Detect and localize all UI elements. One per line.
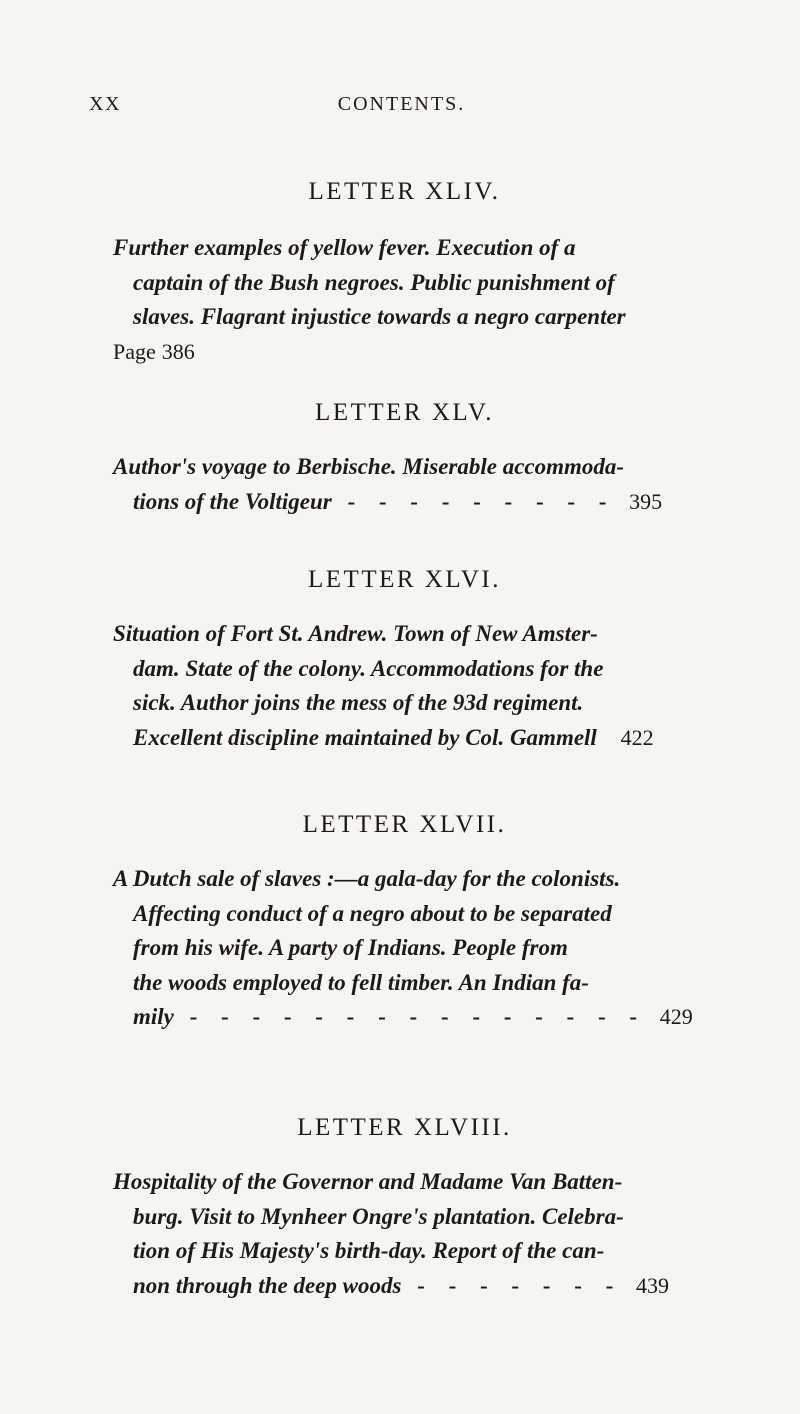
- letter-xlvii-entry: [113, 810, 693, 1035]
- summary-line: dam. State of the colony. Accommodations for the: [133, 655, 604, 681]
- letter-summary: [113, 617, 688, 755]
- page-number: 422: [620, 724, 654, 750]
- letter-heading: LETTER XLVIII.: [297, 1114, 512, 1141]
- summary-line: Further examples of yellow fever. Execution of a: [113, 235, 576, 260]
- summary-line: Author's voyage to Berbische. Miserable accommoda-: [113, 454, 625, 479]
- summary-line-with-leader: [113, 1000, 693, 1035]
- summary-line: Situation of Fort St. Andrew. Town of New Amster-: [113, 621, 598, 646]
- page-number: 439: [636, 1272, 670, 1298]
- summary-line-text: tions of the Voltigeur: [133, 488, 332, 514]
- letter-heading: LETTER XLIV.: [308, 178, 501, 205]
- dot-leader: - - - - - - - - - - - - - - -: [189, 1004, 647, 1029]
- running-head: [89, 93, 714, 123]
- letter-summary: [113, 862, 693, 1035]
- letter-summary: [113, 450, 688, 519]
- summary-line-with-leader: [113, 485, 688, 520]
- letter-summary: [113, 231, 688, 369]
- page-number: 386: [161, 338, 195, 364]
- page-number: 429: [659, 1004, 693, 1029]
- letter-xlviii-entry: [113, 1113, 688, 1303]
- summary-line: Affecting conduct of a negro about to be separated: [133, 900, 612, 926]
- letter-heading: LETTER XLV.: [315, 399, 494, 426]
- dot-leader: - - - - - - - - -: [347, 488, 616, 514]
- page-folio: XX: [89, 93, 121, 115]
- letter-xlvi-entry: [113, 565, 688, 755]
- summary-line: the woods employed to fell timber. An Indian fa-: [133, 969, 589, 995]
- summary-line: Hospitality of the Governor and Madame Van Batten-: [113, 1169, 623, 1194]
- letter-xlv-entry: [113, 398, 688, 519]
- summary-line: from his wife. A party of Indians. People from: [133, 935, 568, 960]
- page-label: Page: [113, 338, 156, 364]
- page-reference: [113, 335, 688, 370]
- summary-line-text: non through the deep woods: [133, 1272, 402, 1298]
- summary-line-with-leader: [113, 1269, 688, 1304]
- summary-line: slaves. Flagrant injustice towards a negro carpenter: [133, 304, 626, 329]
- summary-line: sick. Author joins the mess of the 93d regiment.: [133, 690, 584, 715]
- summary-line: burg. Visit to Mynheer Ongre's plantation. Celebra-: [133, 1203, 624, 1229]
- summary-line-with-page: [113, 721, 688, 756]
- letter-heading: LETTER XLVI.: [308, 566, 501, 593]
- summary-line: A Dutch sale of slaves :—a gala-day for the colonists.: [113, 866, 621, 891]
- page-number: 395: [629, 488, 663, 514]
- dot-leader: - - - - - - -: [417, 1272, 623, 1298]
- letter-heading: LETTER XLVII.: [302, 811, 507, 838]
- summary-line-text: Excellent discipline maintained by Col. Gammell: [133, 724, 597, 750]
- leader-space: [603, 725, 621, 750]
- summary-line: tion of His Majesty's birth-day. Report of the can-: [133, 1238, 605, 1263]
- summary-line-text: mily: [133, 1004, 174, 1029]
- letter-summary: [113, 1165, 688, 1303]
- running-title: CONTENTS.: [337, 93, 466, 115]
- summary-line: captain of the Bush negroes. Public punishment of: [133, 269, 615, 295]
- letter-xliv-entry: [113, 177, 688, 369]
